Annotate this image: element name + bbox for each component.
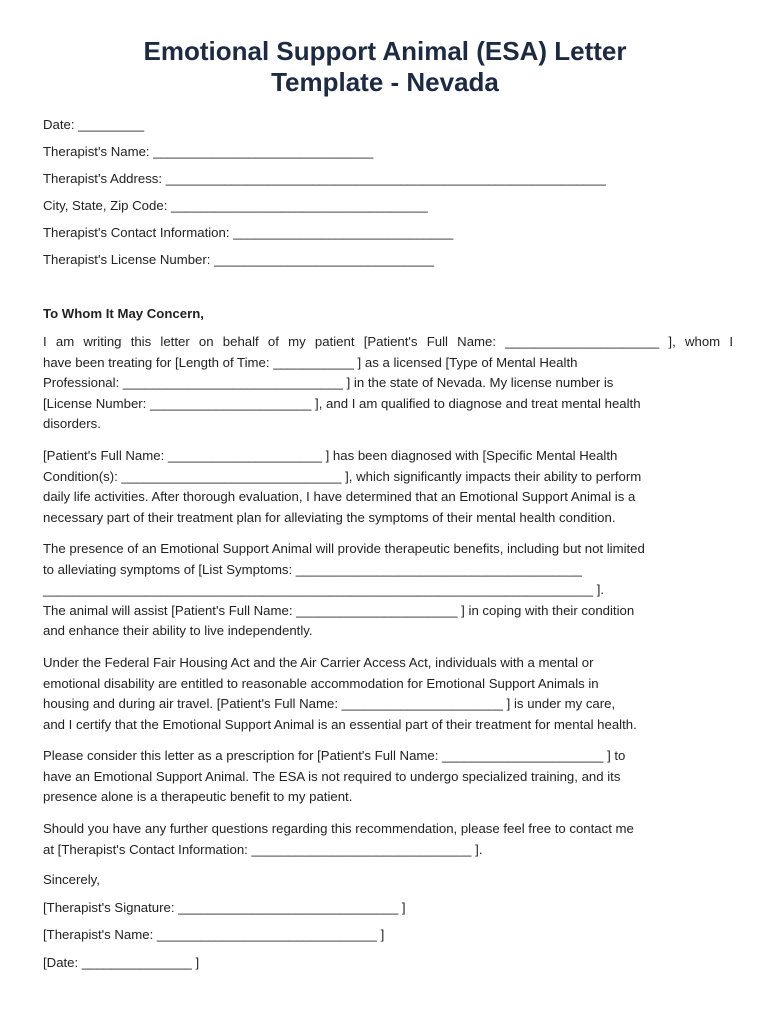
- date-field: Date: _________: [43, 117, 145, 132]
- title-line-1: Emotional Support Animal (ESA) Letter: [143, 36, 627, 66]
- title-line-2: Template - Nevada: [271, 67, 499, 97]
- paragraph-line: Professional: ______________________________ ] in the state of Nevada. My license number is: [43, 375, 614, 391]
- paragraph-line: [Patient's Full Name: _____________________ ] has been diagnosed with [Specific Mental Health: [43, 448, 618, 463]
- paragraph-line: housing and during air travel. [Patient's Full Name: ______________________ ] is under my care,: [43, 696, 616, 712]
- paragraph-contact: [43, 819, 733, 860]
- paragraph-line: Please consider this letter as a prescription for [Patient's Full Name: ______________________ ] to: [43, 748, 626, 763]
- paragraph-line: and enhance their ability to live independently.: [43, 623, 313, 639]
- salutation: To Whom It May Concern,: [43, 306, 204, 321]
- signature-field: [Therapist's Signature: ______________________________ ]: [43, 900, 406, 915]
- therapist-name-field: Therapist's Name: ______________________________: [43, 144, 374, 159]
- paragraph-line: Should you have any further questions regarding this recommendation, please feel free to contact me: [43, 821, 634, 836]
- paragraph-diagnosis: [43, 446, 733, 528]
- paragraph-line: disorders.: [43, 416, 101, 432]
- paragraph-line: Sincerely,: [43, 872, 100, 887]
- paragraph-sincerely: [43, 870, 733, 891]
- paragraph-line: to alleviating symptoms of [List Symptoms: _______________________________________: [43, 561, 582, 577]
- paragraph-line: Under the Federal Fair Housing Act and the Air Carrier Access Act, individuals with a mental or: [43, 655, 594, 670]
- closing-therapist-name-field: [Therapist's Name: ______________________________ ]: [43, 927, 385, 942]
- city-state-zip-field: City, State, Zip Code: ___________________________________: [43, 198, 428, 213]
- paragraph-line: Condition(s): ______________________________ ], which significantly impacts their ability to perform: [43, 468, 642, 484]
- paragraph-line: emotional disability are entitled to reasonable accommodation for Emotional Support Animals in: [43, 675, 599, 691]
- therapist-license-field: Therapist's License Number: ______________________________: [43, 252, 435, 267]
- paragraph-line: ___________________________________________________________________________ ].: [43, 582, 605, 598]
- document-title: [40, 36, 730, 98]
- paragraph-line: daily life activities. After thorough evaluation, I have determined that an Emotional Support Animal is a: [43, 489, 636, 505]
- paragraph-intro: [43, 332, 733, 435]
- paragraph-line: have been treating for [Length of Time: ___________ ] as a licensed [Type of Mental Health: [43, 354, 578, 370]
- paragraph-line: necessary part of their treatment plan for alleviating the symptoms of their mental health condition.: [43, 509, 616, 525]
- paragraph-line: at [Therapist's Contact Information: ______________________________ ].: [43, 841, 483, 857]
- paragraph-line: presence alone is a therapeutic benefit to my patient.: [43, 789, 353, 805]
- paragraph-line: have an Emotional Support Animal. The ESA is not required to undergo specialized training, and its: [43, 768, 621, 784]
- paragraph-line: I am writing this letter on behalf of my patient [Patient's Full Name: _____________________ ], whom I: [43, 334, 733, 349]
- therapist-address-field: Therapist's Address: ____________________________________________________________: [43, 171, 606, 186]
- paragraph-line: [License Number: ______________________ ], and I am qualified to diagnose and treat mental health: [43, 395, 641, 411]
- paragraph-benefits: [43, 539, 733, 642]
- paragraph-line: The presence of an Emotional Support Animal will provide therapeutic benefits, including but not limited: [43, 541, 645, 556]
- paragraph-legal: [43, 653, 733, 735]
- paragraph-line: and I certify that the Emotional Support Animal is an essential part of their treatment for mental health.: [43, 716, 637, 732]
- paragraph-prescription: [43, 746, 733, 808]
- paragraph-line: The animal will assist [Patient's Full Name: ______________________ ] in coping with their condition: [43, 602, 635, 618]
- therapist-contact-field: Therapist's Contact Information: ______________________________: [43, 225, 454, 240]
- closing-date-field: [Date: _______________ ]: [43, 955, 200, 970]
